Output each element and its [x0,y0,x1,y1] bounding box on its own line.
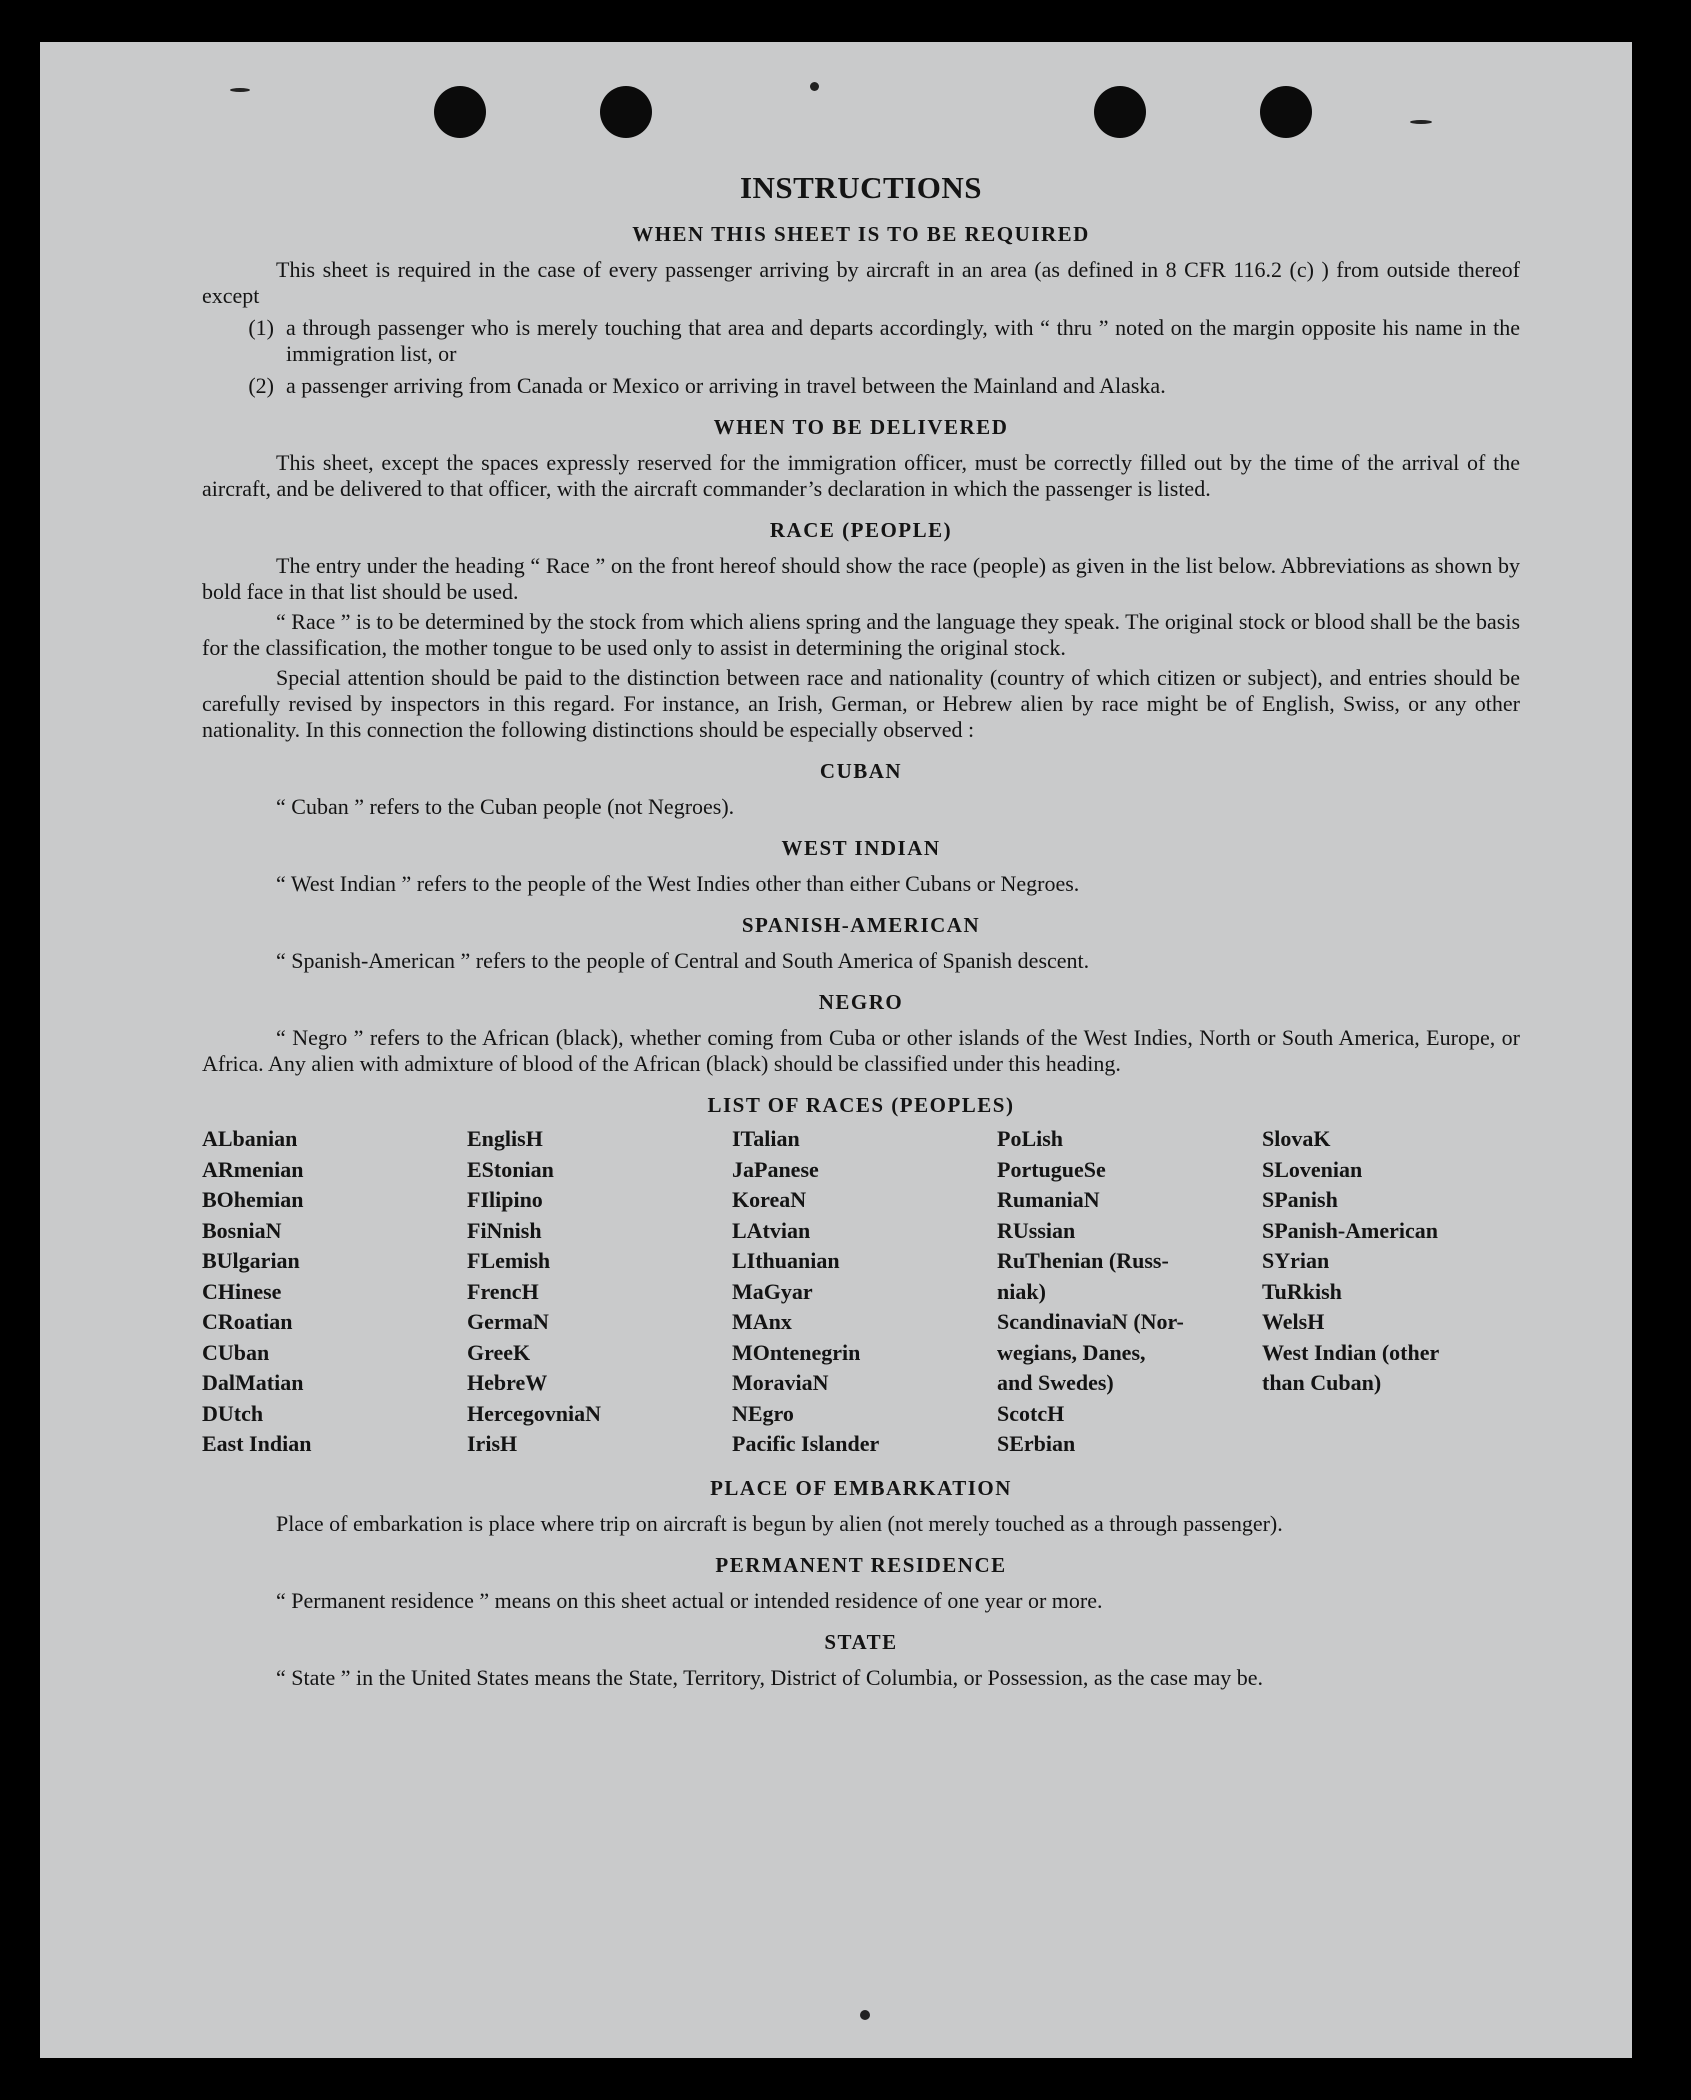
races-list [202,1124,1520,1460]
race-entry: ARmenian [202,1156,304,1182]
race-entry: CHinese [202,1278,282,1304]
race-entry: EStonian [467,1156,554,1182]
west-indian-text: “ West Indian ” refers to the people of the West Indies other than either Cubans or Negroes. [276,871,1080,896]
heading-when-delivered: WHEN TO BE DELIVERED [713,415,1009,439]
race-paragraph-1: The entry under the heading “ Race ” on the front hereof should show the race (people) as given in the list below. Abbreviations as shown by bold face in that list should be used. [202,553,1520,604]
race-entry: GermaN [467,1309,549,1334]
instructions-content [202,170,1520,1691]
race-entry: SYrian [1262,1248,1330,1273]
race-entry: RuThenian (Russ- niak) [997,1248,1169,1304]
heading-permanent-residence: PERMANENT RESIDENCE [715,1552,1007,1577]
race-entry: NEgro [732,1400,794,1426]
race-entry: PortugueSe [997,1156,1106,1182]
heading-list-of-races: LIST OF RACES (PEOPLES) [707,1093,1015,1117]
race-entry: SPanish-American [1262,1217,1438,1243]
race-entry: BUlgarian [202,1248,300,1273]
race-entry: FrencH [467,1278,539,1304]
item-number: (2) [248,373,274,398]
race-entry: CUban [202,1339,270,1365]
negro-text: “ Negro ” refers to the African (black), whether coming from Cuba or other islands of the West Indies, North or South America, Europe, or Africa. Any alien with admixture of blood of the African (black) should be classified under this heading. [202,1025,1520,1076]
race-entry: FLemish [467,1248,551,1273]
heading-spanish-american: SPANISH-AMERICAN [741,913,981,937]
race-entry: MaGyar [732,1278,813,1304]
race-entry: ScandinaviaN (Nor- wegians, Danes, and Swedes) [997,1309,1184,1395]
list-item [202,315,1520,367]
races-column [997,1124,1262,1460]
race-entry: BosniaN [202,1217,282,1243]
race-entry: SErbian [997,1431,1076,1456]
cuban-text: “ Cuban ” refers to the Cuban people (not Negroes). [276,794,735,819]
list-item [202,373,1520,399]
race-entry: TuRkish [1262,1278,1342,1304]
race-entry: HebreW [467,1370,548,1395]
race-entry: RumaniaN [997,1187,1100,1212]
race-entry: ITalian [732,1126,800,1151]
state-text: “ State ” in the United States means the State, Territory, District of Columbia, or Possession, as the case may be. [276,1664,1264,1690]
punch-hole [434,86,486,138]
race-entry: SPanish [1262,1187,1338,1212]
race-entry: GreeK [467,1339,531,1365]
heading-negro: NEGRO [818,990,904,1014]
race-entry: DUtch [202,1400,264,1426]
page-title: INSTRUCTIONS [739,170,982,205]
race-entry: PoLish [997,1126,1064,1151]
punch-hole [1094,86,1146,138]
race-paragraph-3: Special attention should be paid to the distinction between race and nationality (country of which citizen or subject), and entries should be carefully revised by inspectors in this regard. For instance, an Irish, German, or Hebrew alien by race might be of English, Swiss, or any other nationality. In this connection the following distinctions should be especially observed : [202,665,1520,742]
heading-when-required: WHEN THIS SHEET IS TO BE REQUIRED [632,222,1090,246]
heading-embarkation: PLACE OF EMBARKATION [710,1475,1012,1500]
ink-speck [230,88,250,92]
races-column [1262,1124,1520,1460]
race-paragraph-2: “ Race ” is to be determined by the stock from which aliens spring and the language they speak. The original stock or blood shall be the basis for the classification, the mother tongue to be used only to assist in determining the original stock. [202,609,1520,660]
race-entry: ALbanian [202,1126,298,1151]
heading-cuban: CUBAN [819,759,903,783]
heading-race: RACE (PEOPLE) [769,518,953,542]
heading-state: STATE [824,1629,898,1654]
race-entry: SlovaK [1262,1126,1331,1151]
race-entry: DalMatian [202,1370,304,1395]
item-number: (1) [248,315,274,340]
race-entry: EnglisH [467,1126,543,1151]
races-column [732,1124,997,1460]
embarkation-text: Place of embarkation is place where trip on aircraft is begun by alien (not merely touched as a through passenger). [276,1510,1283,1536]
race-entry: FIlipino [467,1187,543,1212]
race-entry: LAtvian [732,1217,811,1243]
race-entry: West Indian (other than Cuban) [1262,1339,1440,1395]
race-entry: JaPanese [732,1156,819,1182]
race-entry: BOhemian [202,1187,304,1212]
permanent-residence-text: “ Permanent residence ” means on this sheet actual or intended residence of one year or more. [276,1587,1103,1613]
race-entry: KoreaN [732,1187,807,1212]
race-entry: FiNnish [467,1217,542,1243]
item-text: a passenger arriving from Canada or Mexico or arriving in travel between the Mainland and Alaska. [286,373,1166,398]
ink-speck [860,2010,870,2020]
race-entry: WelsH [1262,1309,1325,1334]
document-sheet [40,42,1632,2058]
race-entry: CRoatian [202,1309,293,1334]
punch-hole [1260,86,1312,138]
race-entry: MoraviaN [732,1370,829,1395]
race-entry: HercegovniaN [467,1400,602,1426]
ink-speck [1410,120,1432,124]
race-entry: Pacific Islander [732,1431,880,1456]
heading-west-indian: WEST INDIAN [781,836,941,860]
races-column [467,1124,732,1460]
punch-hole [600,86,652,138]
races-column [202,1124,467,1460]
race-entry: LIthuanian [732,1248,840,1273]
spanish-american-text: “ Spanish-American ” refers to the people of Central and South America of Spanish descent. [276,948,1090,973]
race-entry: East Indian [202,1431,312,1456]
race-entry: SLovenian [1262,1156,1363,1182]
when-required-intro: This sheet is required in the case of every passenger arriving by aircraft in an area (as defined in 8 CFR 116.2 (c) ) from outside thereof except [202,257,1520,308]
race-entry: MOntenegrin [732,1339,861,1365]
item-text: a through passenger who is merely touching that area and departs accordingly, with “ thru ” noted on the margin opposite his name in the immigration list, or [286,315,1520,366]
when-delivered-text: This sheet, except the spaces expressly reserved for the immigration officer, must be correctly filled out by the time of the arrival of the aircraft, and be delivered to that officer, with the aircraft commander’s declaration in which the passenger is listed. [202,450,1520,501]
race-entry: IrisH [467,1431,518,1456]
ink-speck [810,82,819,91]
race-entry: RUssian [997,1217,1076,1243]
race-entry: ScotcH [997,1400,1065,1426]
race-entry: MAnx [732,1309,792,1334]
